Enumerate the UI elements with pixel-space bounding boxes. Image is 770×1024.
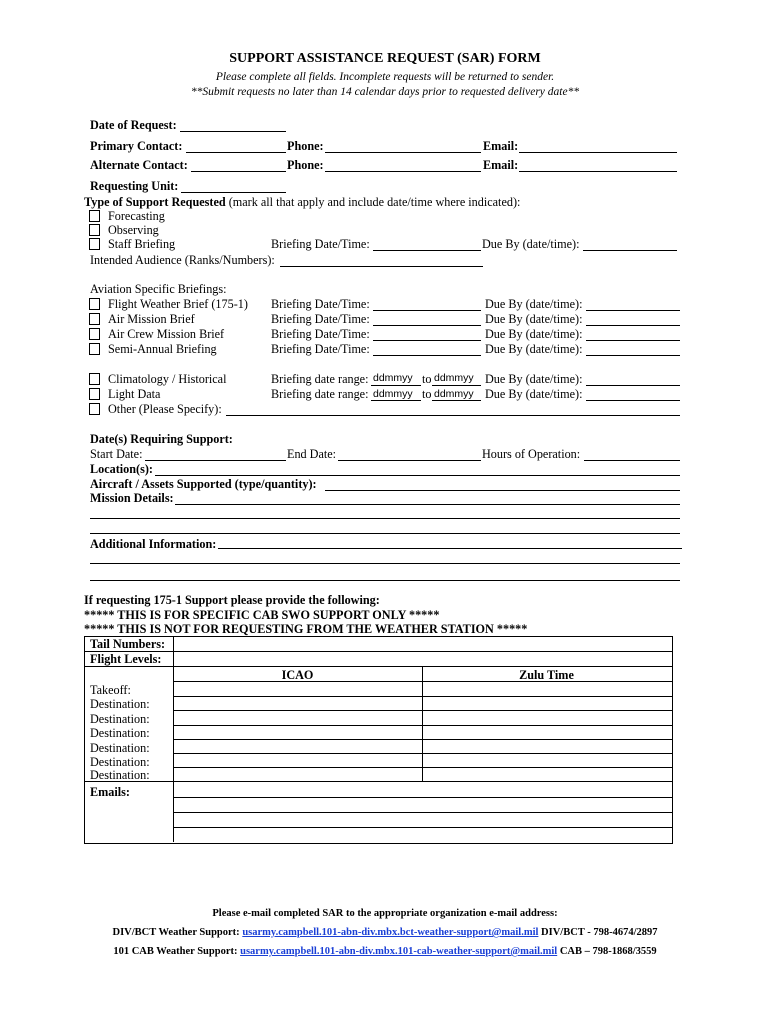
destination-label-3: Destination: <box>90 726 150 740</box>
cab-support-label: 101 CAB Weather Support: <box>113 946 241 957</box>
air-mission-brief-label: Air Mission Brief <box>108 312 195 326</box>
emails-cell[interactable] <box>174 782 670 841</box>
observing-checkbox[interactable] <box>89 224 100 236</box>
tail-numbers-label: Tail Numbers: <box>90 637 166 651</box>
zulu-time-header: Zulu Time <box>519 668 574 682</box>
cab-support-email-link[interactable]: usarmy.campbell.101-abn-div.mbx.101-cab-weather-support@mail.mil <box>240 946 558 957</box>
mission-details-label: Mission Details: <box>90 491 174 505</box>
tail-numbers-cell[interactable] <box>174 637 670 651</box>
locations-field[interactable] <box>155 475 680 476</box>
forecasting-label: Forecasting <box>108 209 165 223</box>
div-support-label: DIV/BCT Weather Support: <box>112 927 243 938</box>
flight-levels-cell[interactable] <box>174 652 670 666</box>
air-crew-mission-brief-label: Air Crew Mission Brief <box>108 327 225 341</box>
aircraft-label: Aircraft / Assets Supported (type/quantity): <box>90 477 317 491</box>
staff-briefing-due-field[interactable] <box>583 250 677 251</box>
acmb-datetime-label: Briefing Date/Time: <box>271 327 370 341</box>
amb-datetime-field[interactable] <box>373 325 481 326</box>
mission-details-field-1[interactable] <box>175 504 680 505</box>
end-date-field[interactable] <box>338 460 481 461</box>
alternate-contact-label: Alternate Contact: <box>90 158 188 172</box>
primary-contact-label: Primary Contact: <box>90 139 183 153</box>
aircraft-field[interactable] <box>325 490 680 491</box>
mission-details-field-2[interactable] <box>90 518 680 519</box>
air-mission-brief-checkbox[interactable] <box>89 313 100 325</box>
amb-datetime-label: Briefing Date/Time: <box>271 312 370 326</box>
fwb-datetime-field[interactable] <box>373 310 481 311</box>
emails-label: Emails: <box>90 785 130 799</box>
div-support-email-link[interactable]: usarmy.campbell.101-abn-div.mbx.bct-weather-support@mail.mil <box>242 927 539 938</box>
light-range-label: Briefing date range: <box>271 387 369 401</box>
requesting-unit-field[interactable] <box>181 192 286 193</box>
row-line-8 <box>173 753 672 754</box>
dates-heading: Date(s) Requiring Support: <box>90 432 233 446</box>
fwb-due-field[interactable] <box>586 310 680 311</box>
aviation-heading: Aviation Specific Briefings: <box>90 282 227 296</box>
destination-label-2: Destination: <box>90 712 150 726</box>
fwb-datetime-label: Briefing Date/Time: <box>271 297 370 311</box>
light-start-date[interactable]: ddmmyy <box>373 388 413 400</box>
climatology-end-line <box>432 385 481 386</box>
hours-label: Hours of Operation: <box>482 447 581 461</box>
req175-line3: ***** THIS IS NOT FOR REQUESTING FROM THE WEATHER STATION ***** <box>84 622 528 636</box>
alternate-contact-field[interactable] <box>191 171 286 172</box>
row-line-4 <box>173 696 672 697</box>
destination-label-4: Destination: <box>90 741 150 755</box>
row-line-5 <box>173 710 672 711</box>
start-date-label: Start Date: <box>90 447 143 461</box>
intended-audience-label: Intended Audience (Ranks/Numbers): <box>90 253 275 267</box>
footer-instruction: Please e-mail completed SAR to the appropriate organization e-mail address: <box>212 908 558 919</box>
primary-phone-field[interactable] <box>325 152 481 153</box>
destination-label-1: Destination: <box>90 697 150 711</box>
amb-due-field[interactable] <box>586 325 680 326</box>
locations-label: Location(s): <box>90 462 153 476</box>
primary-email-label: Email: <box>483 139 519 153</box>
footer-div-line <box>0 926 770 940</box>
intended-audience-field[interactable] <box>280 266 483 267</box>
additional-info-field-2[interactable] <box>90 563 680 564</box>
other-checkbox[interactable] <box>89 403 100 415</box>
light-end-date[interactable]: ddmmyy <box>434 388 474 400</box>
date-of-request-label: Date of Request: <box>90 118 177 132</box>
flight-weather-brief-label: Flight Weather Brief (175-1) <box>108 297 248 311</box>
climatology-start-line <box>371 385 421 386</box>
air-crew-mission-brief-checkbox[interactable] <box>89 328 100 340</box>
acmb-due-label: Due By (date/time): <box>485 327 583 341</box>
destination-label-6: Destination: <box>90 768 150 782</box>
climatology-checkbox[interactable] <box>89 373 100 385</box>
climatology-due-field[interactable] <box>586 385 680 386</box>
staff-briefing-checkbox[interactable] <box>89 238 100 250</box>
observing-label: Observing <box>108 223 159 237</box>
footer-cab-line <box>0 945 770 959</box>
alternate-email-label: Email: <box>483 158 519 172</box>
fwb-due-label: Due By (date/time): <box>485 297 583 311</box>
row-line-2 <box>84 666 672 667</box>
staff-briefing-label: Staff Briefing <box>108 237 176 251</box>
requesting-unit-label: Requesting Unit: <box>90 179 179 193</box>
primary-contact-field[interactable] <box>186 152 286 153</box>
light-start-line <box>371 400 421 401</box>
climatology-start-date[interactable]: ddmmyy <box>373 372 413 384</box>
mission-details-field-3[interactable] <box>90 533 680 534</box>
additional-info-field-1[interactable] <box>218 548 682 549</box>
form-subtitle: Please complete all fields. Incomplete requests will be returned to sender. <box>215 71 555 83</box>
alternate-phone-label: Phone: <box>287 158 324 172</box>
req175-line1: If requesting 175-1 Support please provide the following: <box>84 593 380 607</box>
takeoff-label: Takeoff: <box>90 683 131 697</box>
sab-datetime-label: Briefing Date/Time: <box>271 342 370 356</box>
start-date-field[interactable] <box>145 460 286 461</box>
amb-due-label: Due By (date/time): <box>485 312 583 326</box>
div-support-phone: DIV/BCT - 798-4674/2897 <box>538 927 658 938</box>
icao-header: ICAO <box>281 668 314 682</box>
cab-support-phone: CAB – 798-1868/3559 <box>557 946 657 957</box>
form-deadline-note: **Submit requests no later than 14 calendar days prior to requested delivery date** <box>190 86 580 98</box>
light-due-label: Due By (date/time): <box>485 387 583 401</box>
row-line-6 <box>173 725 672 726</box>
primary-email-field[interactable] <box>519 152 677 153</box>
staff-briefing-datetime-label: Briefing Date/Time: <box>271 237 370 251</box>
climatology-due-label: Due By (date/time): <box>485 372 583 386</box>
acmb-datetime-field[interactable] <box>373 340 481 341</box>
light-to-label: to <box>422 387 432 401</box>
semi-annual-briefing-checkbox[interactable] <box>89 343 100 355</box>
destination-label-5: Destination: <box>90 755 150 769</box>
additional-info-label: Additional Information: <box>90 537 217 551</box>
flight-levels-label: Flight Levels: <box>90 652 162 666</box>
row-line-9 <box>173 767 672 768</box>
semi-annual-briefing-label: Semi-Annual Briefing <box>108 342 217 356</box>
climatology-end-date[interactable]: ddmmyy <box>434 372 474 384</box>
support-type-label: Type of Support Requested <box>84 195 226 209</box>
forecasting-checkbox[interactable] <box>89 210 100 222</box>
req175-line2: ***** THIS IS FOR SPECIFIC CAB SWO SUPPORT ONLY ***** <box>84 608 440 622</box>
light-due-field[interactable] <box>586 400 680 401</box>
staff-briefing-due-label: Due By (date/time): <box>482 237 580 251</box>
staff-briefing-datetime-field[interactable] <box>373 250 481 251</box>
hours-field[interactable] <box>584 460 680 461</box>
light-data-checkbox[interactable] <box>89 388 100 400</box>
light-data-label: Light Data <box>108 387 161 401</box>
climatology-to-label: to <box>422 372 432 386</box>
sab-due-label: Due By (date/time): <box>485 342 583 356</box>
sab-datetime-field[interactable] <box>373 355 481 356</box>
acmb-due-field[interactable] <box>586 340 680 341</box>
support-type-heading <box>84 195 520 209</box>
other-specify-label: Other (Please Specify): <box>108 402 222 416</box>
end-date-label: End Date: <box>287 447 337 461</box>
light-end-line <box>432 400 481 401</box>
primary-phone-label: Phone: <box>287 139 324 153</box>
date-of-request-field[interactable] <box>180 131 286 132</box>
sab-due-field[interactable] <box>586 355 680 356</box>
flight-table-col-divider <box>422 666 423 781</box>
climatology-label: Climatology / Historical <box>108 372 227 386</box>
row-line-7 <box>173 739 672 740</box>
additional-info-field-3[interactable] <box>90 580 680 581</box>
alternate-phone-field[interactable] <box>325 171 481 172</box>
climatology-range-label: Briefing date range: <box>271 372 369 386</box>
other-specify-field[interactable] <box>226 415 680 416</box>
alternate-email-field[interactable] <box>519 171 677 172</box>
support-type-note: (mark all that apply and include date/time where indicated): <box>225 195 521 209</box>
flight-weather-brief-checkbox[interactable] <box>89 298 100 310</box>
form-title: SUPPORT ASSISTANCE REQUEST (SAR) FORM <box>229 51 541 66</box>
